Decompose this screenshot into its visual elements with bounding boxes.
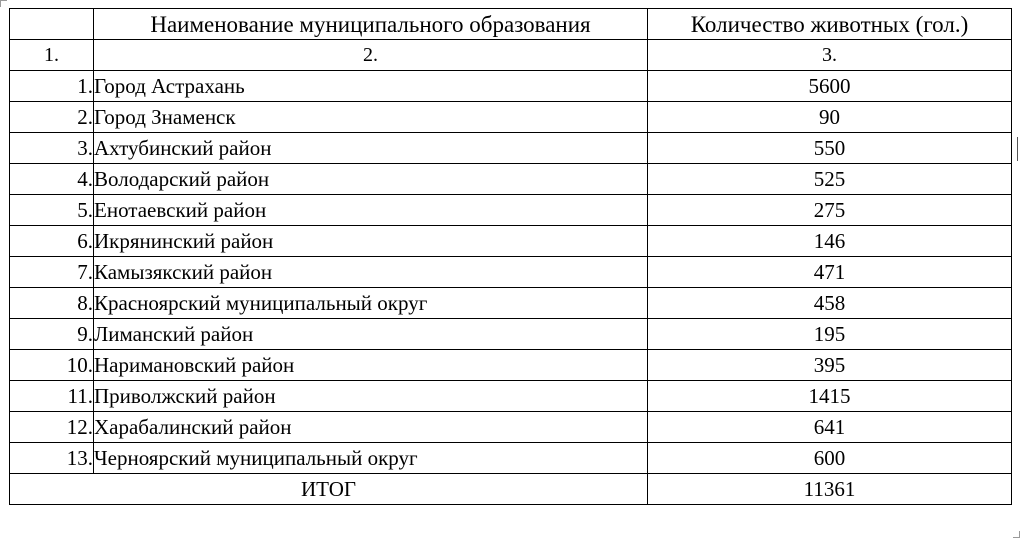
row-index-cell: 2. bbox=[10, 102, 94, 133]
row-count-cell: 1415 bbox=[648, 381, 1012, 412]
row-count-cell: 395 bbox=[648, 350, 1012, 381]
row-name-cell: Черноярский муниципальный округ bbox=[94, 443, 648, 474]
table-row bbox=[10, 381, 1012, 412]
row-index-cell: 5. bbox=[10, 195, 94, 226]
row-count-cell: 641 bbox=[648, 412, 1012, 443]
text-cursor-mark bbox=[1017, 137, 1018, 161]
row-name-cell: Приволжский район bbox=[94, 381, 648, 412]
row-index-cell: 8. bbox=[10, 288, 94, 319]
table-row bbox=[10, 195, 1012, 226]
row-count-cell: 600 bbox=[648, 443, 1012, 474]
header-count-cell: Количество животных (гол.) bbox=[648, 9, 1012, 40]
column-number-2: 2. bbox=[94, 40, 648, 71]
row-name-cell: Город Знаменск bbox=[94, 102, 648, 133]
row-count-cell: 195 bbox=[648, 319, 1012, 350]
row-index-cell: 4. bbox=[10, 164, 94, 195]
animal-count-table bbox=[9, 8, 1012, 505]
row-count-cell: 550 bbox=[648, 133, 1012, 164]
row-name-cell: Город Астрахань bbox=[94, 71, 648, 102]
row-name-cell: Енотаевский район bbox=[94, 195, 648, 226]
column-number-1: 1. bbox=[10, 40, 94, 71]
row-name-cell: Володарский район bbox=[94, 164, 648, 195]
table-header-row bbox=[10, 9, 1012, 40]
table-row bbox=[10, 350, 1012, 381]
row-index-cell: 11. bbox=[10, 381, 94, 412]
row-name-cell: Красноярский муниципальный округ bbox=[94, 288, 648, 319]
table-row bbox=[10, 288, 1012, 319]
row-index-cell: 10. bbox=[10, 350, 94, 381]
row-index-cell: 6. bbox=[10, 226, 94, 257]
row-name-cell: Лиманский район bbox=[94, 319, 648, 350]
row-count-cell: 146 bbox=[648, 226, 1012, 257]
row-name-cell: Харабалинский район bbox=[94, 412, 648, 443]
column-number-3: 3. bbox=[648, 40, 1012, 71]
row-index-cell: 12. bbox=[10, 412, 94, 443]
row-index-cell: 3. bbox=[10, 133, 94, 164]
row-count-cell: 90 bbox=[648, 102, 1012, 133]
table-row bbox=[10, 164, 1012, 195]
page-corner-mark-bottom-right bbox=[1013, 531, 1020, 538]
row-name-cell: Ахтубинский район bbox=[94, 133, 648, 164]
row-name-cell: Икрянинский район bbox=[94, 226, 648, 257]
row-name-cell: Камызякский район bbox=[94, 257, 648, 288]
table-row bbox=[10, 319, 1012, 350]
table-row bbox=[10, 226, 1012, 257]
table-row bbox=[10, 102, 1012, 133]
row-count-cell: 5600 bbox=[648, 71, 1012, 102]
table-row bbox=[10, 443, 1012, 474]
row-name-cell: Наримановский район bbox=[94, 350, 648, 381]
table-row bbox=[10, 257, 1012, 288]
page-corner-mark-top-left bbox=[0, 0, 7, 7]
column-number-row bbox=[10, 40, 1012, 71]
header-index-cell bbox=[10, 9, 94, 40]
total-count-cell: 11361 bbox=[648, 474, 1012, 505]
row-count-cell: 458 bbox=[648, 288, 1012, 319]
row-index-cell: 13. bbox=[10, 443, 94, 474]
total-row bbox=[10, 474, 1012, 505]
table-row bbox=[10, 412, 1012, 443]
row-index-cell: 1. bbox=[10, 71, 94, 102]
table-row bbox=[10, 71, 1012, 102]
total-label-cell: ИТОГ bbox=[10, 474, 648, 505]
row-count-cell: 471 bbox=[648, 257, 1012, 288]
table-row bbox=[10, 133, 1012, 164]
row-index-cell: 7. bbox=[10, 257, 94, 288]
header-name-cell: Наименование муниципального образования bbox=[94, 9, 648, 40]
row-count-cell: 525 bbox=[648, 164, 1012, 195]
row-count-cell: 275 bbox=[648, 195, 1012, 226]
row-index-cell: 9. bbox=[10, 319, 94, 350]
